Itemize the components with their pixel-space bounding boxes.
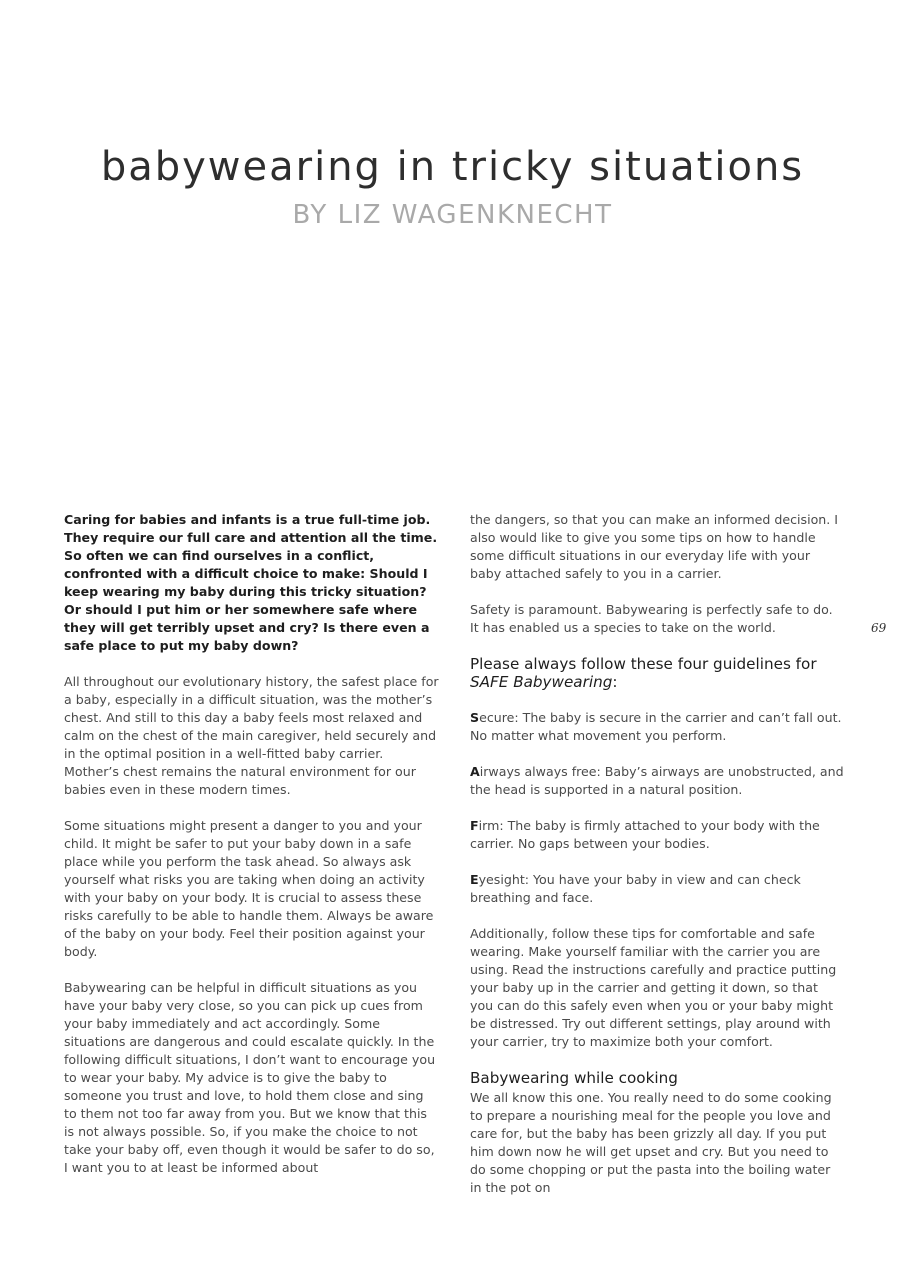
page-title: babywearing in tricky situations bbox=[100, 144, 805, 190]
guideline-list bbox=[470, 709, 845, 907]
guideline-airways bbox=[470, 763, 845, 799]
body-paragraph: Safety is paramount. Babywearing is perfectly safe to do. It has enabled us a species to take on the world. bbox=[470, 602, 833, 635]
guideline-firm bbox=[470, 817, 845, 853]
guidelines-heading bbox=[470, 655, 845, 691]
guideline-eyesight bbox=[470, 871, 845, 907]
guideline-initial: A bbox=[470, 764, 480, 779]
section-heading-cooking: Babywearing while cooking bbox=[470, 1069, 678, 1087]
body-paragraph: Some situations might present a danger to you and your child. It might be safer to put your baby down in a safe place while you perform the task ahead. So always ask yourself what risks you are taking when doing an activity with your baby on your body. It is crucial to assess these risks carefully to be able to handle them. Always be aware of the baby on your body. Feel their position against your body. bbox=[64, 818, 434, 959]
guideline-text: yesight: You have your baby in view and can check breathing and face. bbox=[470, 872, 801, 905]
guideline-text: ecure: The baby is secure in the carrier and can’t fall out. No matter what movement you perform. bbox=[470, 710, 842, 743]
body-paragraph: the dangers, so that you can make an informed decision. I also would like to give you some tips on how to handle some difficult situations in our everyday life with your baby attached safely to you in a carrier. bbox=[470, 512, 838, 581]
guidelines-heading-colon: : bbox=[612, 673, 618, 691]
guideline-secure bbox=[470, 709, 845, 745]
body-paragraph: All throughout our evolutionary history, the safest place for a baby, especially in a difficult situation, was the mother’s chest. And still to this day a baby feels most relaxed and calm on the chest of the main caregiver, held securely and in the optimal position in a well-fitted baby carrier. Mother’s chest remains the natural environment for our babies even in these modern times. bbox=[64, 674, 439, 797]
guideline-initial: F bbox=[470, 818, 479, 833]
body-paragraph: Babywearing can be helpful in difficult situations as you have your baby very close, so you can pick up cues from your baby immediately and act accordingly. Some situations are dangerous and could escalate quickly. In the following difficult situations, I don’t want to encourage you to wear your baby. My advice is to give the baby to someone you trust and love, to hold them close and sing to them not too far away from you. But we know that this is not always possible. So, if you make the choice to not take your baby off, even though it would be safer to do so, I want you to at least be informed about bbox=[64, 980, 436, 1175]
guidelines-heading-text: Please always follow these four guidelines for bbox=[470, 655, 817, 673]
guideline-initial: S bbox=[470, 710, 480, 725]
right-column bbox=[470, 511, 845, 1215]
author-byline: BY LIZ WAGENKNECHT bbox=[292, 200, 613, 230]
cooking-paragraph: We all know this one. You really need to do some cooking to prepare a nourishing meal for the people you love and care for, but the baby has been grizzly all day. If you put him down now he will get upset and cry. But you need to do some chopping or put the pasta into the boiling water in the pot on bbox=[470, 1090, 832, 1195]
left-column bbox=[64, 511, 439, 1195]
page-number: 69 bbox=[871, 621, 887, 635]
guideline-text: irways always free: Baby’s airways are unobstructed, and the head is supported in a natural position. bbox=[470, 764, 844, 797]
additional-tips-paragraph: Additionally, follow these tips for comfortable and safe wearing. Make yourself familiar with the carrier you are using. Read the instructions carefully and practice putting your baby up in the carrier and getting it down, so that you can do this safely even when you or your baby might be distressed. Try out different settings, play around with your carrier, try to maximize both your comfort. bbox=[470, 926, 837, 1049]
guidelines-heading-emphasis: SAFE Babywearing bbox=[470, 673, 613, 691]
intro-paragraph: Caring for babies and infants is a true full-time job. They require our full care and attention all the time. So often we can find ourselves in a conflict, confronted with a difficult choice to make: Should I keep wearing my baby during this tricky situation? Or should I put him or her somewhere safe where they will get terribly upset and cry? Is there even a safe place to put my baby down? bbox=[64, 512, 438, 653]
guideline-text: irm: The baby is firmly attached to your body with the carrier. No gaps between your bodies. bbox=[470, 818, 820, 851]
guideline-initial: E bbox=[470, 872, 479, 887]
